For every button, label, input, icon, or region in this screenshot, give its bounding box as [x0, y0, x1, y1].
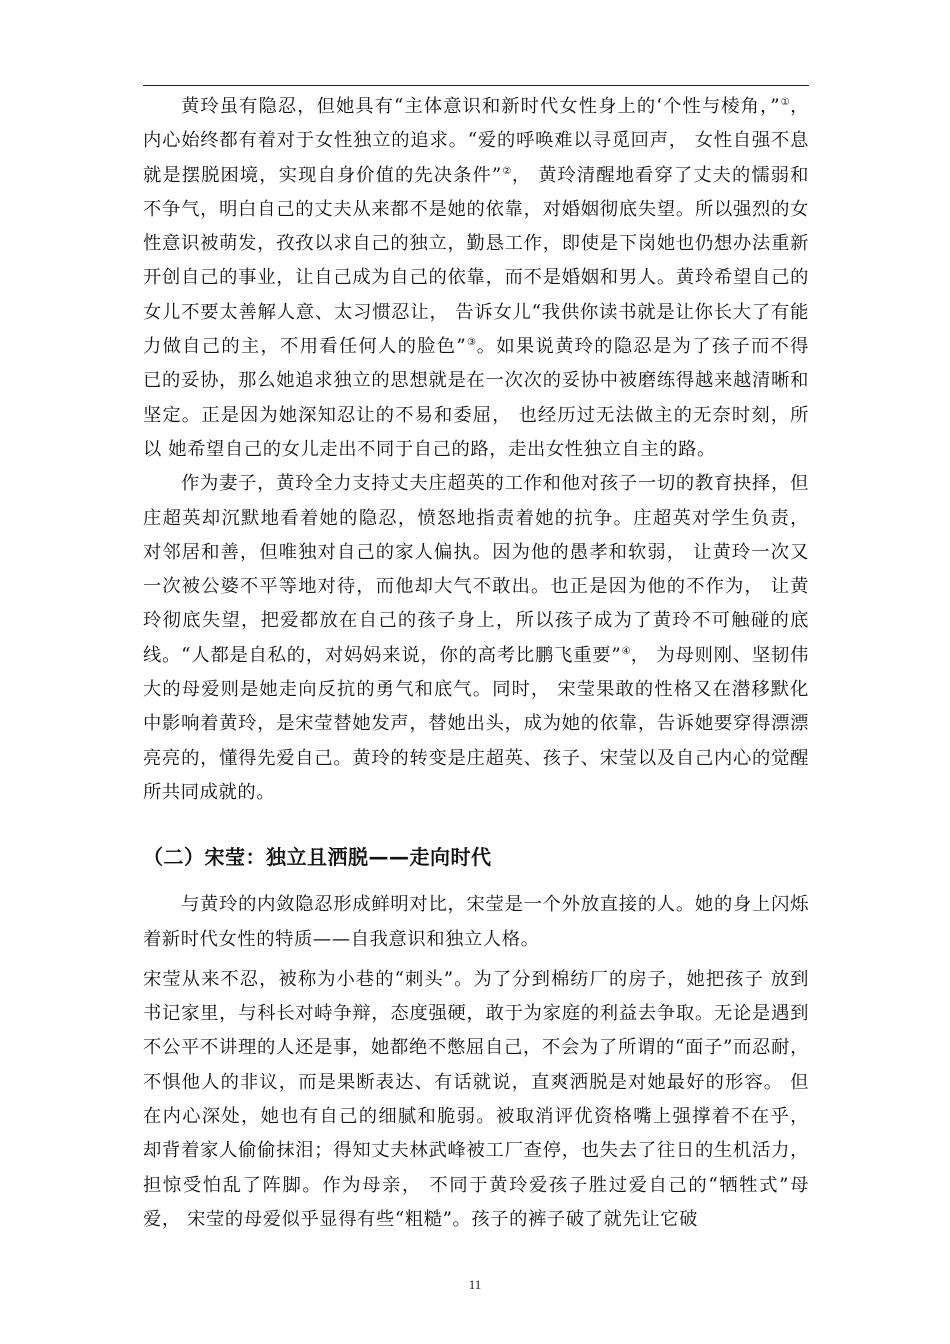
text-run: ， 为母则刚、坚韧伟大的母爱则是她走向反抗的勇气和底气。同时， 宋莹果敢的性格又在潜移默化中影响着黄玲，是宋莹替她发声，替她出头，成为她的依靠，告诉她要穿得漂漂亮亮的，懂得先爱自己。黄玲的转变是庄超英、孩子、宋莹以及自己内心的觉醒所共同成就的。	[143, 644, 810, 803]
text-run: ， 黄玲清醒地看穿了丈夫的懦弱和 不争气，明白自己的丈夫从来都不是她的依靠，对婚姻彻底失望。所以强烈的女 性意识被萌发，孜孜以求自己的独立，勤恳工作，即使是下岗她也仍想办法重新 开创自己的事业，让自己成为自己的依靠，而不是婚姻和男人。黄玲希望自己的 女儿不要太善解人意、太习惯忍让， 告诉女儿“我供你读书就是让你长大了有能 力做自己的主，不用看任何人的脸色”	[143, 164, 810, 358]
section-heading: （二）宋莹：独立且洒脱——走向时代	[143, 845, 492, 870]
paragraph-1	[143, 90, 809, 467]
footnote-marker: ④	[621, 645, 631, 657]
body-text	[143, 90, 809, 1237]
footnote-marker: ①	[780, 96, 791, 108]
paragraph-2	[143, 467, 809, 810]
text-run: 。如果说黄玲的隐忍是为了孩子而不得 已的妥协，那么她追求独立的思想就是在一次次的妥协中被磨练得越来越清晰和 坚定。正是因为她深知忍让的不易和委屈， 也经历过无法做主的无奈时刻，所以 她希望自己的女儿走出不同于自己的路，走出女性独立自主的路。	[143, 336, 810, 460]
text-run: 黄玲虽有隐忍，但她具有“主体意识和新时代女性身上的‘个性与棱角，”	[181, 96, 781, 117]
footnote-marker: ②	[501, 165, 512, 177]
footnote-marker: ③	[466, 336, 477, 348]
paragraph-3: 与黄玲的内敛隐忍形成鲜明对比，宋莹是一个外放直接的人。她的身上闪烁着新时代女性的特质——自我意识和独立人格。	[143, 894, 809, 950]
page-number: 11	[468, 1277, 482, 1292]
text-run: 作为妻子，黄玲全力支持丈夫庄超英的工作和他对孩子一切的教育抉择，但庄超英却沉默地看着她的隐忍，愤怒地指责着她的抗争。庄超英对学生负责， 对邻居和善，但唯独对自己的家人偏执。因为他的愚孝和软弱， 让黄玲一次又一次被公婆不平等地对待，而他却大气不敢出。也正是因为他的不作为， 让黄玲彻底失望，把爱都放在自己的孩子身上，所以孩子成为了黄玲不可触碰的底线。“人都是自私的，对妈妈来说，你的高考比鹏飞重要”	[143, 473, 809, 666]
paragraph-4: 宋莹从来不忍，被称为小巷的“刺头”。为了分到棉纺厂的房子，她把孩子 放到书记家里，与科长对峙争辩，态度强硬，敢于为家庭的利益去争取。无论是遇到不公平不讲理的人还是事，她都绝不憋屈自己，不会为了所谓的“面子”而忍耐，不惧他人的非议，而是果断表达、有话就说，直爽洒脱是对她最好的形容。 但在内心深处，她也有自己的细腻和脆弱。被取消评优资格嘴上强撑着不在乎， 却背着家人偷偷抹泪；得知丈夫林武峰被工厂查停，也失去了往日的生机活力， 担惊受怕乱了阵脚。作为母亲， 不同于黄玲爱孩子胜过爱自己的“牺牲式”母爱， 宋莹的母爱似乎显得有些“粗糙”。孩子的裤子破了就先让它破	[143, 968, 809, 1230]
text-run: ，内心始终都有着对于女性独立的追求。“爱的呼唤难以寻觅回声， 女性自强不息 就是摆脱困境，实现自身价值的先决条件”	[143, 96, 809, 186]
header-rule	[143, 85, 809, 86]
